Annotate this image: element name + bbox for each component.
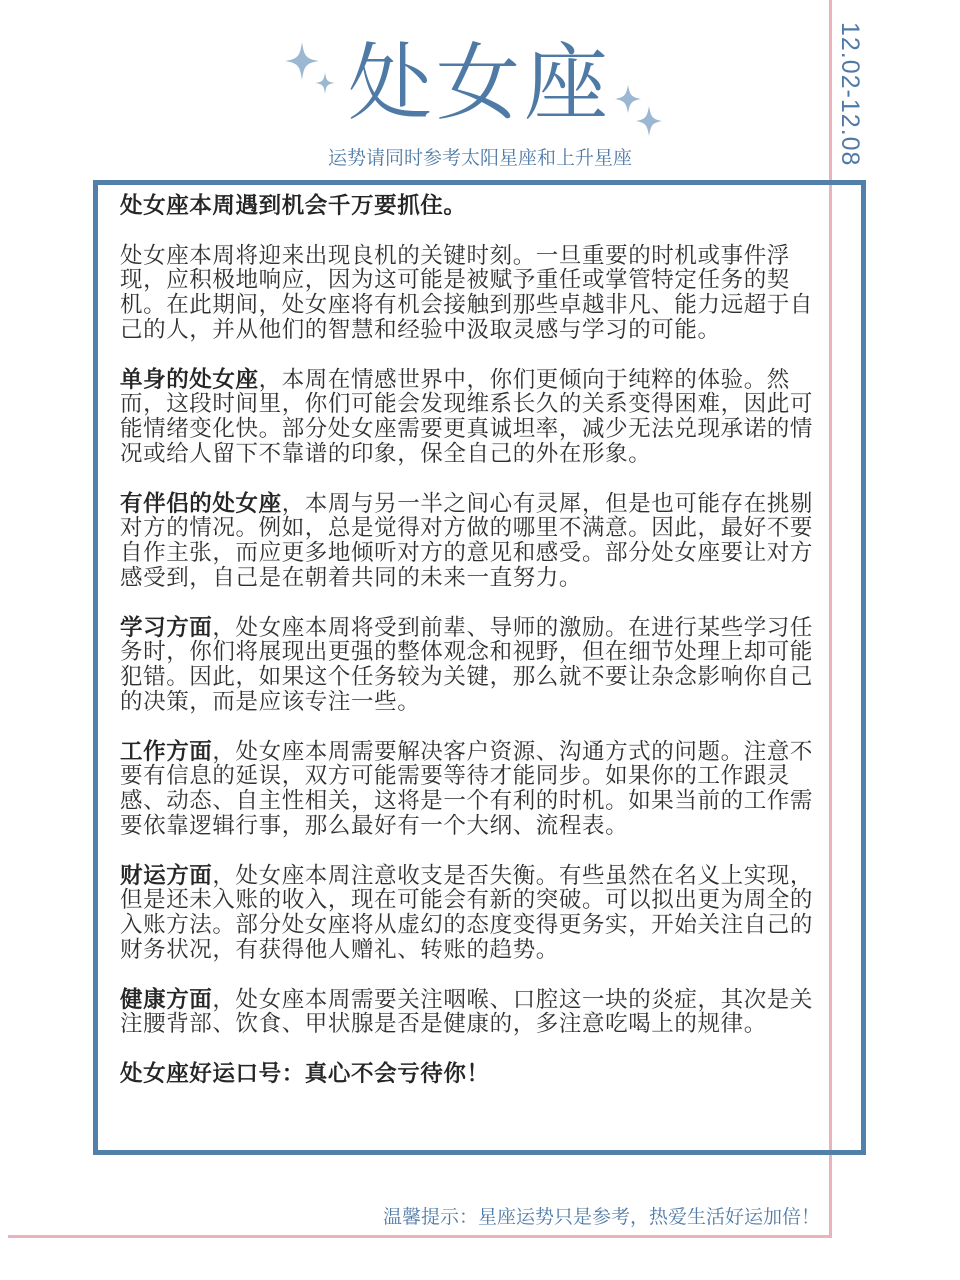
date-range: 12.02-12.08 bbox=[836, 22, 864, 167]
section-wealth bbox=[120, 864, 820, 963]
sparkle-icon bbox=[285, 42, 319, 80]
section-label: 单身的处女座 bbox=[120, 366, 259, 393]
section-text: ，本周在情感世界中，你们更倾向于纯粹的体验。然而，这段时间里，你们可能会发现维系长久的关系变得困难，因此可能情绪变化快。部分处女座需要更真诚坦率，减少无法兑现承诺的情况或给人留下不靠谱的印象，保全自己的外在形象。 bbox=[120, 366, 814, 467]
section-label: 学习方面 bbox=[120, 614, 213, 641]
section-health bbox=[120, 988, 820, 1038]
section-label: 有伴侣的处女座 bbox=[120, 490, 282, 517]
section-text: ，本周与另一半之间心有灵犀，但是也可能存在挑剔对方的情况。例如，总是觉得对方做的哪里不满意。因此，最好不要自作主张，而应更多地倾听对方的意见和感受。部分处女座要让对方感受到，自己是在朝着共同的未来一直努力。 bbox=[120, 490, 814, 591]
section-study bbox=[120, 616, 820, 715]
section-text: ，处女座本周需要解决客户资源、沟通方式的问题。注意不要有信息的延误，双方可能需要等待才能同步。如果你的工作跟灵感、动态、自主性相关，这将是一个有利的时机。如果当前的工作需要依靠逻辑行事，那么最好有一个大纲、流程表。 bbox=[120, 738, 814, 839]
section-label: 财运方面 bbox=[120, 862, 213, 889]
sparkle-icon bbox=[315, 72, 335, 94]
footer-tip: 温馨提示：星座运势只是参考，热爱生活好运加倍！ bbox=[382, 1206, 820, 1228]
headline: 处女座本周遇到机会千万要抓住。 bbox=[120, 193, 467, 219]
subtitle: 运势请同时参考太阳星座和上升星座 bbox=[327, 147, 632, 169]
section-single bbox=[120, 368, 820, 467]
pink-frame-horizontal-line bbox=[8, 1235, 832, 1238]
sparkle-icon bbox=[636, 106, 662, 136]
slogan: 处女座好运口号：真心不会亏待你！ bbox=[120, 1060, 490, 1087]
section-partnered bbox=[120, 492, 820, 591]
section-label: 工作方面 bbox=[120, 738, 213, 765]
page-title: 处女座 bbox=[347, 34, 612, 132]
section-text: ，处女座本周注意收支是否失衡。有些虽然在名义上实现，但是还未入账的收入，现在可能会有新的突破。可以拟出更为周全的入账方法。部分处女座将从虚幻的态度变得更务实，开始关注自己的财务状况，有获得他人赠礼、转账的趋势。 bbox=[120, 862, 814, 963]
section-text: ，处女座本周需要关注咽喉、口腔这一块的炎症，其次是关注腰背部、饮食、甲状腺是否是健康的，多注意吃喝上的规律。 bbox=[120, 986, 814, 1038]
intro-paragraph: 处女座本周将迎来出现良机的关键时刻。一旦重要的时机或事件浮现，应积极地响应，因为这可能是被赋予重任或掌管特定任务的契机。在此期间，处女座将有机会接触到那些卓越非凡、能力远超于自己的人，并从他们的智慧和经验中汲取灵感与学习的可能。 bbox=[120, 242, 814, 343]
section-text: ，处女座本周将受到前辈、导师的激励。在进行某些学习任务时，你们将展现出更强的整体观念和视野，但在细节处理上却可能犯错。因此，如果这个任务较为关键，那么就不要让杂念影响你自己的决策，而是应该专注一些。 bbox=[120, 614, 814, 715]
section-work bbox=[120, 740, 820, 839]
section-label: 健康方面 bbox=[120, 986, 213, 1013]
article-body bbox=[120, 194, 820, 1111]
